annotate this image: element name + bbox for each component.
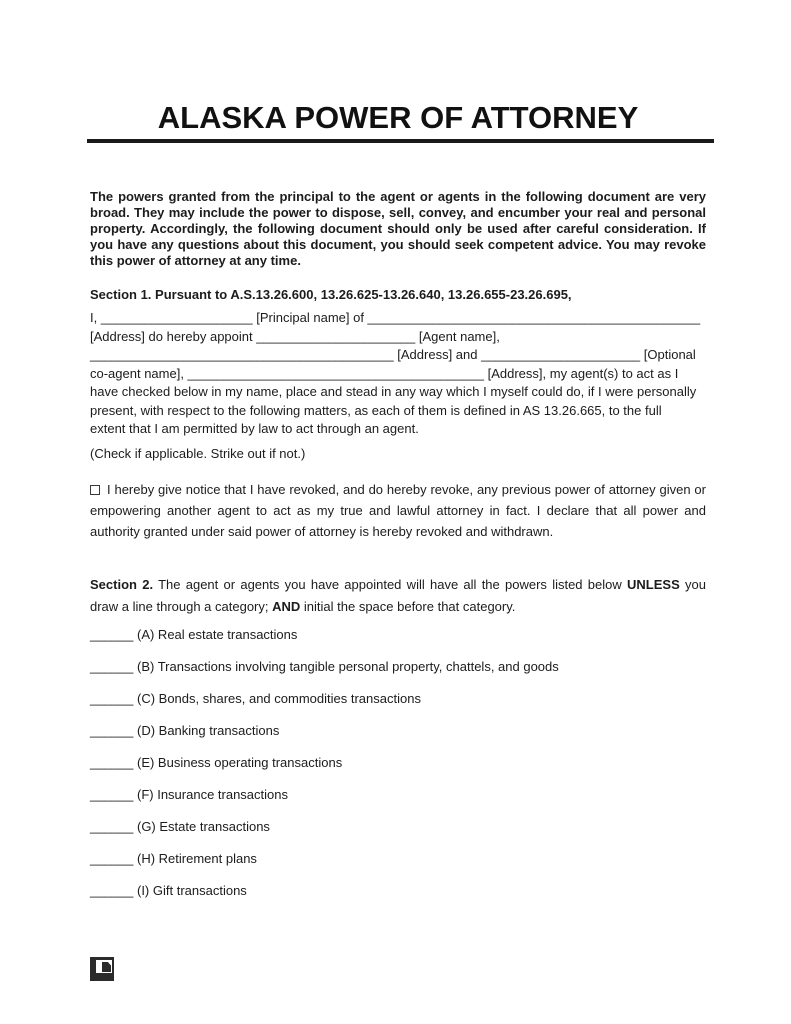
category-item: ______ (I) Gift transactions bbox=[90, 882, 247, 898]
document-title: ALASKA POWER OF ATTORNEY bbox=[157, 100, 639, 135]
form-fill-line: I, _____________________ [Principal name] of ______________________________________________ bbox=[90, 310, 701, 325]
form-fill-line: extent that I am permitted by law to act through an agent. bbox=[90, 421, 419, 436]
intro-paragraph: The powers granted from the principal to the agent or agents in the following document are very broad. They may include the power to dispose, sell, convey, and encumber your real and personal property. Accordingly, the following document should only be used after careful consideration. If you have any questions about this document, you should seek competent advice. You may revoke this power of attorney at any time. bbox=[90, 189, 706, 268]
section2-text-segment: Section 2. bbox=[90, 576, 154, 592]
logo-document-shape bbox=[102, 962, 111, 972]
revocation-paragraph bbox=[90, 479, 706, 542]
category-list bbox=[90, 627, 706, 899]
section1-body bbox=[90, 309, 706, 439]
section1-heading: Section 1. Pursuant to A.S.13.26.600, 13.26.625-13.26.640, 13.26.655-23.26.695, bbox=[90, 287, 572, 302]
logo-cutout bbox=[96, 960, 112, 973]
section2-text-segment: you draw a line through a category; bbox=[90, 576, 706, 614]
category-item: ______ (H) Retirement plans bbox=[90, 850, 257, 866]
category-item: ______ (B) Transactions involving tangible personal property, chattels, and goods bbox=[90, 658, 559, 674]
form-fill-line: [Address] do hereby appoint ______________________ [Agent name], bbox=[90, 328, 500, 344]
form-fill-line: have checked below in my name, place and stead in any way which I myself could do, if I were personally bbox=[90, 384, 697, 399]
category-item: ______ (D) Banking transactions bbox=[90, 722, 280, 738]
category-item: ______ (A) Real estate transactions bbox=[90, 626, 298, 642]
form-fill-line: __________________________________________ [Address] and ______________________ [Optional bbox=[90, 347, 696, 362]
check-note: (Check if applicable. Strike out if not.) bbox=[90, 445, 306, 461]
form-fill-line: co-agent name], _________________________________________ [Address], my agent(s) to act as I bbox=[90, 365, 679, 381]
section2-text-segment: The agent or agents you have appointed will have all the powers listed below bbox=[153, 576, 628, 592]
form-fill-line: present, with respect to the following matters, as each of them is defined in AS 13.26.665, to the full bbox=[90, 402, 662, 418]
section2-text-segment: AND bbox=[272, 598, 301, 614]
section2-text-segment: UNLESS bbox=[627, 576, 680, 592]
document-content bbox=[0, 102, 791, 899]
title-rule bbox=[87, 139, 714, 143]
category-item: ______ (G) Estate transactions bbox=[90, 818, 270, 834]
section2-paragraph bbox=[90, 574, 706, 618]
legaltemplates-logo bbox=[90, 957, 114, 981]
category-item: ______ (C) Bonds, shares, and commodities transactions bbox=[90, 690, 421, 706]
section2-text-segment: initial the space before that category. bbox=[300, 598, 516, 614]
revocation-text: I hereby give notice that I have revoked, and do hereby revoke, any previous power of attorney given or empowering another agent to act as my true and lawful attorney in fact. I declare that all power and authority granted under said power of attorney is hereby revoked and withdrawn. bbox=[90, 481, 706, 539]
category-item: ______ (E) Business operating transactions bbox=[90, 754, 343, 770]
revocation-checkbox[interactable] bbox=[90, 485, 100, 495]
category-item: ______ (F) Insurance transactions bbox=[90, 786, 288, 802]
